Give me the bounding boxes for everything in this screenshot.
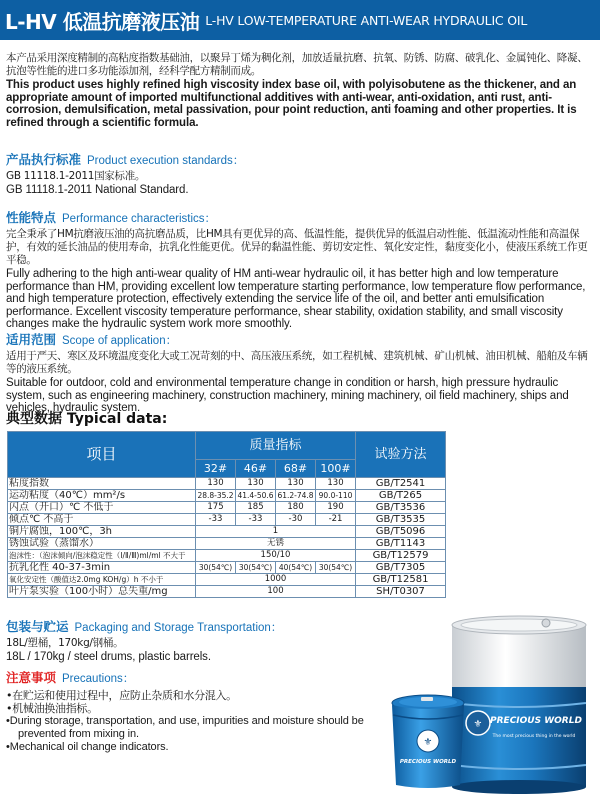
steel-drum-image [448,615,590,795]
row-value: 28.8-35.2 [197,491,234,500]
row-name: 泡沫性：（泡沫倾向/泡沫稳定性（Ⅰ/Ⅱ/Ⅲ)ml/ml 不大于 [8,550,196,562]
standards-heading: 产品执行标准 Product execution standards： [6,152,245,167]
row-name: 粘度指数 [8,478,196,490]
row-value: 30(54℃) [196,562,236,574]
intro-en: This product uses highly refined high viscosity index base oil, with polyisobutene as the thickener, and an appropriate amount of imported multifunctional additives with anti-wear, anti-oxidation, anti rust, anti-corrosion, demulsification, metal passivation, pour point reduction, anti foaming and other properties. It is refined through a scientific formula. [6,79,577,129]
row-value: 175 [196,502,236,514]
grade-68: 68# [276,460,316,478]
precaution-item: prevented from mixing in. [18,728,139,740]
row-name: 叶片泵实验（100小时）总失重/mg [8,586,196,598]
precautions-list [6,689,386,754]
packaging-heading: 包装与贮运 Packaging and Storage Transportation： [6,619,283,634]
precaution-item: •Mechanical oil change indicators. [6,741,169,753]
row-value: 61.2-74.8 [277,491,314,500]
scope-zh: 适用于严天、寒区及环境温度变化大或工况苛刻的中、高压液压系统，如工程机械、建筑机械、矿山机械、油田机械、船舶及车辆等的液压系统。 [6,350,588,375]
scope-section [6,330,594,415]
row-method: GB/T12579 [356,550,446,562]
row-value: 40(54℃) [276,562,316,574]
intro-section [6,52,594,129]
row-name: 倾点℃ 不高于 [8,514,196,526]
header-method: 试验方法 [356,432,446,478]
table-header-row [8,432,446,460]
table-row [8,478,446,490]
row-value: -33 [196,514,236,526]
pail-brand: PRECIOUS WORLD [399,759,457,765]
precaution-item: •During storage, transportation, and use, impurities and moisture should be [6,715,364,727]
table-row [8,502,446,514]
typical-data-heading: 典型数据 Typical data: [6,411,168,427]
svg-text:⚜: ⚜ [423,737,433,748]
precaution-item: •在贮运和使用过程中，应防止杂质和水分混入。 [6,689,237,702]
row-method: GB/T1143 [356,538,446,550]
row-value: 90.0-110 [316,490,356,502]
table-row [8,514,446,526]
packaging-section [6,617,386,664]
performance-en: Fully adhering to the high anti-wear quality of HM anti-wear hydraulic oil, it has better high and low temperature performance than HM, providing excellent low temperature starting performance, low temperature flow performance, and high temperature protection, effectively extending the service life of the oil, and better anti emulsification performance. Excellent viscosity temperature performance, shear stability, oxidation stability, and small viscosity changes make the hydraulic system work more smoothly. [6,268,586,330]
title-en: L-HV LOW-TEMPERATURE ANTI-WEAR HYDRAULIC OIL [205,12,528,28]
row-method: GB/T2541 [356,478,446,490]
row-value: 130 [276,478,316,490]
row-name: 铜片腐蚀，100℃，3h [8,526,196,538]
row-value: 30(54℃) [236,562,276,574]
precaution-item: •机械油换油指标。 [6,702,98,715]
table-row [8,550,446,562]
performance-zh: 完全秉承了HM抗磨液压油的高抗磨品质，比HM具有更优异的高、低温性能，提供优异的低温启动性能、低温流动性能和高温保护，有效的延长油品的使用寿命，抗乳化性能更优。优异的黏温性能、剪切安定性、氧化安定性，黏度变化小，使液压系统工作更平稳。 [6,228,588,266]
performance-section [6,208,594,331]
intro-zh: 本产品采用深度精制的高粘度指数基础油，以聚异丁烯为稠化剂，加放适量抗磨、抗氧、防锈、防腐、破乳化、金属钝化、降凝、抗泡等性能的进口多功能添加剂，经科学配方精制而成。 [6,52,588,77]
row-value: 41.4-50.6 [237,491,274,500]
table-row [8,526,446,538]
grade-46: 46# [236,460,276,478]
row-value: 100 [196,586,356,598]
spec-table [7,431,446,598]
row-method: GB/T265 [356,490,446,502]
row-value: 30(54℃) [316,562,356,574]
row-value: 130 [196,478,236,490]
scope-en: Suitable for outdoor, cold and environmental temperature change in condition or harsh, high pressure hydraulic system, such as engineering machinery, construction machinery, mining machinery, oil field machinery, ships and vehicles, hydraulic system. [6,377,569,414]
title-zh: L-HV 低温抗磨液压油 [5,9,200,34]
row-method: GB/T5096 [356,526,446,538]
row-method: GB/T7305 [356,562,446,574]
standards-en: GB 11118.1-2011 National Standard. [6,184,189,196]
title-banner [0,0,600,40]
header-item: 项目 [8,432,196,478]
row-name: 抗乳化性 40-37-3min [8,562,196,574]
grade-100: 100# [316,460,356,478]
plastic-pail-image [388,693,468,791]
row-method: GB/T12581 [356,574,446,586]
row-method: GB/T3535 [356,514,446,526]
precautions-heading: 注意事项 Precautions： [6,670,135,685]
table-row [8,574,446,586]
packaging-zh: 18L/塑桶，170kg/钢桶。 [6,637,124,649]
scope-heading: 适用范围 Scope of application： [6,332,178,347]
row-name: 氧化安定性（酸值达2.0mg KOH/g）h 不小于 [8,574,196,586]
precautions-section [6,668,386,754]
row-value: -21 [316,514,356,526]
performance-heading: 性能特点 Performance characteristics： [6,210,217,225]
table-row [8,538,446,550]
row-name: 锈蚀试验（蒸馏水） [8,538,196,550]
row-value: -33 [236,514,276,526]
packaging-en: 18L / 170kg / steel drums, plastic barrels. [6,651,211,663]
row-name: 闪点（开口）℃ 不低于 [8,502,196,514]
table-row [8,490,446,502]
table-row [8,562,446,574]
grade-32: 32# [196,460,236,478]
row-name: 运动粘度（40℃）mm²/s [8,490,196,502]
row-value: 130 [236,478,276,490]
row-value: 130 [316,478,356,490]
row-value: 190 [316,502,356,514]
row-value: 1 [196,526,356,538]
svg-text:⚜: ⚜ [473,719,483,730]
row-value: 1000 [196,574,356,586]
header-quality: 质量指标 [196,432,356,460]
standards-zh: GB 11118.1-2011国家标准。 [6,170,146,182]
row-value: -30 [276,514,316,526]
drum-slogan: The most precious thing in the world [492,734,576,739]
row-method: SH/T0307 [356,586,446,598]
standards-section [6,150,594,197]
row-value: 180 [276,502,316,514]
row-value: 无锈 [196,538,356,550]
row-method: GB/T3536 [356,502,446,514]
table-row [8,586,446,598]
row-value: 150/10 [196,550,356,562]
drum-brand: PRECIOUS WORLD [490,716,582,726]
row-value: 185 [236,502,276,514]
